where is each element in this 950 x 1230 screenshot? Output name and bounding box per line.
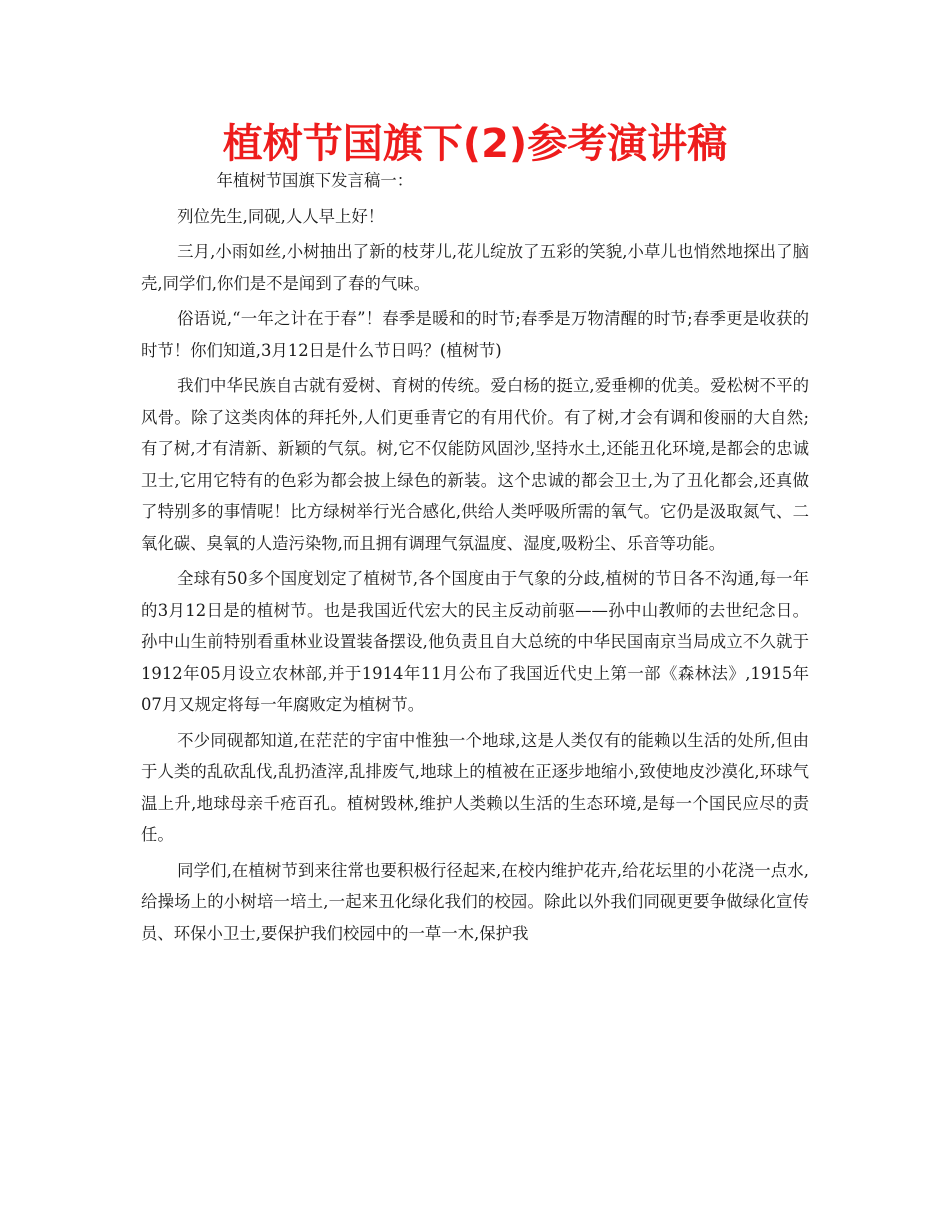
paragraph: 俗语说,“一年之计在于春”！春季是暖和的时节;春季是万物清醒的时节;春季更是收获的时节！你们知道,3月12日是什么节日吗？(植树节) (141, 309, 809, 360)
document-title: 植树节国旗下(2)参考演讲稿 (222, 121, 728, 167)
paragraph: 年植树节国旗下发言稿一： (216, 171, 414, 190)
paragraph: 三月,小雨如丝,小树抽出了新的枝芽儿,花儿绽放了五彩的笑貌,小草儿也悄然地探出了脑壳,同学们,你们是不是闻到了春的气味。 (141, 242, 809, 293)
paragraph: 全球有50多个国度划定了植树节,各个国度由于气象的分歧,植树的节日各不沟通,每一年的3月12日是的植树节。也是我国近代宏大的民主反动前驱——孙中山教师的去世纪念日。孙中山生前特别看重林业设置装备摆设,他负责且自大总统的中华民国南京当局成立不久就于1912年05月设立农林部,并于1914年11月公布了我国近代史上第一部《森林法》,1915年07月又规定将每一年腐败定为植树节。 (141, 569, 809, 714)
paragraph: 不少同砚都知道,在茫茫的宇宙中惟独一个地球,这是人类仅有的能赖以生活的处所,但由于人类的乱砍乱伐,乱扔渣滓,乱排废气,地球上的植被在正逐步地缩小,致使地皮沙漠化,环球气温上升,地球母亲千疮百孔。植树毁林,维护人类赖以生活的生态环境,是每一个国民应尽的责任。 (141, 730, 809, 844)
paragraph: 同学们,在植树节到来往常也要积极行径起来,在校内维护花卉,给花坛里的小花浇一点水,给操场上的小树培一培土,一起来丑化绿化我们的校园。除此以外我们同砚更要争做绿化宣传员、环保小卫士,要保护我们校园中的一草一木,保护我 (141, 860, 809, 943)
paragraph: 列位先生,同砚,人人早上好！ (177, 206, 385, 226)
paragraph: 我们中华民族自古就有爱树、育树的传统。爱白杨的挺立,爱垂柳的优美。爱松树不平的风骨。除了这类肉体的拜托外,人们更垂青它的有用代价。有了树,才会有调和俊丽的大自然;有了树,才有清新、新颖的气氛。树,它不仅能防风固沙,坚持水土,还能丑化环境,是都会的忠诚卫士,它用它特有的色彩为都会披上绿色的新装。这个忠诚的都会卫士,为了丑化都会,还真做了特别多的事情呢！比方绿树举行光合感化,供给人类呼吸所需的氧气。它仍是汲取氮气、二氧化碳、臭氧的人造污染物,而且拥有调理气氛温度、湿度,吸粉尘、乐音等功能。 (141, 376, 809, 553)
document-body (141, 165, 809, 953)
